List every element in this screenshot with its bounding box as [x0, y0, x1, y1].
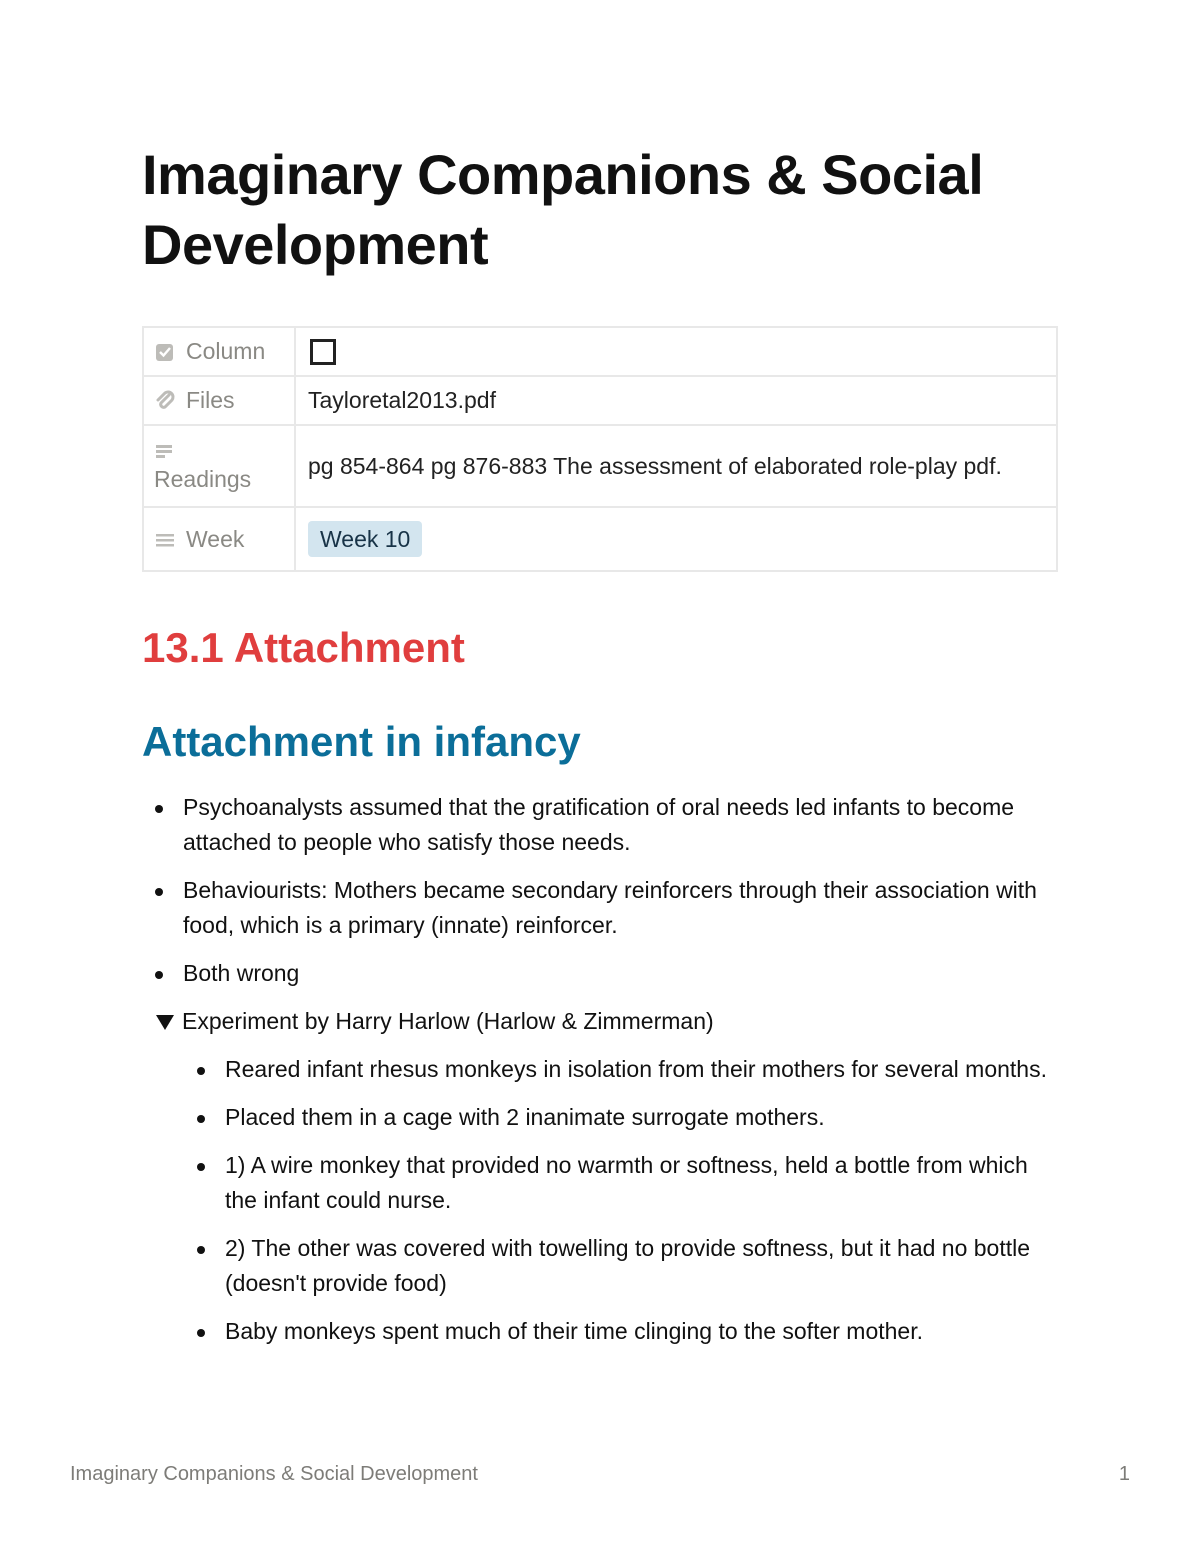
week-tag[interactable]: Week 10: [308, 521, 422, 557]
property-label: Readings: [154, 466, 252, 492]
document-page: [142, 140, 1058, 1362]
property-key-readings[interactable]: [143, 425, 295, 507]
property-value-week[interactable]: [295, 507, 1057, 571]
page-footer: [70, 1463, 1130, 1486]
property-key-column[interactable]: [143, 327, 295, 376]
section-heading-attachment: 13.1 Attachment: [142, 624, 465, 671]
paperclip-icon: [154, 390, 176, 412]
property-row-readings: [143, 425, 1057, 507]
column-checkbox[interactable]: [310, 339, 336, 365]
property-row-files: [143, 376, 1057, 425]
toggle-content-list: [184, 1052, 1058, 1349]
text-icon: [154, 442, 176, 464]
property-label: Week: [186, 525, 245, 552]
list-item: Placed them in a cage with 2 inanimate surrogate mothers.: [184, 1100, 1058, 1135]
file-link[interactable]: Tayloretal2013.pdf: [308, 387, 496, 413]
property-key-files[interactable]: [143, 376, 295, 425]
list-icon: [154, 528, 176, 550]
property-value-readings[interactable]: pg 854-864 pg 876-883 The assessment of elaborated role-play pdf.: [295, 425, 1057, 507]
list-item: 1) A wire monkey that provided no warmth or softness, held a bottle from which the infant could nurse.: [184, 1148, 1058, 1218]
list-item: Reared infant rhesus monkeys in isolation from their mothers for several months.: [184, 1052, 1058, 1087]
page-number: 1: [1118, 1463, 1130, 1485]
property-row-week: [143, 507, 1057, 571]
bullet-list: [142, 790, 1058, 991]
property-value-files[interactable]: [295, 376, 1057, 425]
property-key-week[interactable]: [143, 507, 295, 571]
toggle-block[interactable]: [142, 1004, 1058, 1039]
property-label: Column: [186, 338, 266, 364]
footer-title: Imaginary Companions & Social Development: [70, 1463, 478, 1485]
property-label: Files: [186, 387, 235, 413]
property-value-column[interactable]: [295, 327, 1057, 376]
list-item: Psychoanalysts assumed that the gratification of oral needs led infants to become attached to people who satisfy those needs.: [142, 790, 1058, 860]
property-row-column: [143, 327, 1057, 376]
list-item: 2) The other was covered with towelling to provide softness, but it had no bottle (doesn't provide food): [184, 1231, 1058, 1301]
checkbox-icon: [154, 341, 176, 363]
list-item: Both wrong: [142, 956, 1058, 991]
list-item: Baby monkeys spent much of their time clinging to the softer mother.: [184, 1314, 1058, 1349]
properties-table: [142, 326, 1058, 572]
page-title: Imaginary Companions & Social Development: [142, 143, 984, 276]
caret-down-icon[interactable]: [156, 1015, 174, 1030]
toggle-label: Experiment by Harry Harlow (Harlow & Zimmerman): [182, 1008, 714, 1034]
subheading-attachment-infancy: Attachment in infancy: [142, 718, 581, 765]
list-item: Behaviourists: Mothers became secondary reinforcers through their association with food, which is a primary (innate) reinforcer.: [142, 873, 1058, 943]
